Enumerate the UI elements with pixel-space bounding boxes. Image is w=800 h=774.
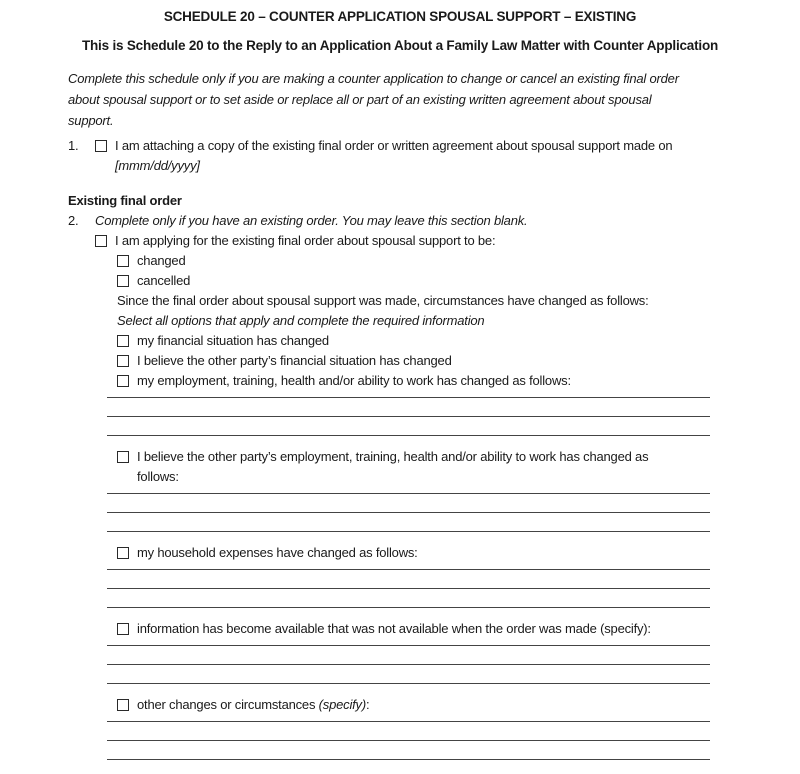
financial-situation-row [117, 331, 800, 351]
financial-situation-label: my financial situation has changed [137, 333, 329, 348]
other-changes-label [137, 695, 369, 715]
write-in-line[interactable] [107, 741, 710, 760]
household-expenses-checkbox[interactable] [117, 547, 129, 559]
select-all-instruction: Select all options that apply and complete the required information [117, 313, 485, 328]
new-information-label: information has become available that was not available when the order was made (specify): [137, 621, 651, 636]
existing-final-order-heading: Existing final order [68, 193, 182, 208]
other-changes-specify: (specify) [318, 697, 366, 712]
item-2 [68, 211, 800, 231]
other-party-employment-line-2: follows: [137, 469, 179, 484]
intro-line-2: about spousal support or to set aside or replace all or part of an existing written agreement about spousal [68, 92, 652, 107]
date-placeholder: [mmm/dd/yyyy] [115, 158, 200, 173]
other-party-financial-checkbox[interactable] [117, 355, 129, 367]
other-party-financial-row [117, 351, 800, 371]
other-party-employment-row [117, 447, 800, 487]
applying-label: I am applying for the existing final order about spousal support to be: [115, 233, 496, 248]
write-in-line[interactable] [107, 563, 710, 570]
write-in-line[interactable] [107, 715, 710, 722]
attaching-copy-label: I am attaching a copy of the existing final order or written agreement about spousal support made on [115, 138, 673, 153]
other-changes-text: other changes or circumstances [137, 697, 319, 712]
write-in-line[interactable] [107, 646, 710, 665]
cancelled-checkbox[interactable] [117, 275, 129, 287]
employment-changed-checkbox[interactable] [117, 375, 129, 387]
employment-changed-row [117, 371, 800, 391]
employment-write-in-lines [107, 391, 710, 436]
write-in-line[interactable] [107, 398, 710, 417]
item-2-number: 2. [68, 213, 79, 228]
write-in-line[interactable] [107, 391, 710, 398]
other-party-financial-label: I believe the other party’s financial situation has changed [137, 353, 452, 368]
financial-situation-checkbox[interactable] [117, 335, 129, 347]
household-expenses-write-in-lines [107, 563, 710, 608]
option-changed-row [117, 251, 800, 271]
intro-line-3: support. [68, 113, 114, 128]
intro-line-1: Complete this schedule only if you are making a counter application to change or cancel an existing final order [68, 71, 679, 86]
other-changes-colon: : [366, 697, 370, 712]
item-2-note: Complete only if you have an existing order. You may leave this section blank. [95, 213, 528, 228]
cancelled-label: cancelled [137, 273, 191, 288]
attaching-copy-checkbox[interactable] [95, 140, 107, 152]
other-party-employment-checkbox[interactable] [117, 451, 129, 463]
item-1 [68, 136, 800, 176]
changed-label: changed [137, 253, 186, 268]
write-in-line[interactable] [107, 513, 710, 532]
write-in-line[interactable] [107, 665, 710, 684]
new-information-row [117, 619, 800, 639]
form-subtitle: This is Schedule 20 to the Reply to an Application About a Family Law Matter with Counter Application [81, 38, 719, 53]
write-in-line[interactable] [107, 417, 710, 436]
form-title: SCHEDULE 20 – COUNTER APPLICATION SPOUSAL SUPPORT – EXISTING [163, 9, 637, 24]
circumstances-intro: Since the final order about spousal support was made, circumstances have changed as follows: [117, 293, 649, 308]
intro-instructions [68, 68, 800, 131]
write-in-line[interactable] [107, 570, 710, 589]
other-party-employment-line-1: I believe the other party’s employment, training, health and/or ability to work has changed as [137, 449, 649, 464]
item-1-text [115, 136, 672, 176]
applying-checkbox[interactable] [95, 235, 107, 247]
changed-checkbox[interactable] [117, 255, 129, 267]
new-information-write-in-lines [107, 639, 710, 684]
other-changes-write-in-lines [107, 715, 710, 760]
write-in-line[interactable] [107, 487, 710, 494]
other-party-employment-write-in-lines [107, 487, 710, 532]
write-in-line[interactable] [107, 494, 710, 513]
write-in-line[interactable] [107, 589, 710, 608]
employment-changed-label: my employment, training, health and/or ability to work has changed as follows: [137, 373, 571, 388]
applying-row [95, 231, 800, 251]
other-changes-row [117, 695, 800, 715]
other-party-employment-label [137, 447, 648, 487]
new-information-checkbox[interactable] [117, 623, 129, 635]
other-changes-checkbox[interactable] [117, 699, 129, 711]
write-in-line[interactable] [107, 722, 710, 741]
item-1-number: 1. [68, 138, 79, 153]
household-expenses-row [117, 543, 800, 563]
household-expenses-label: my household expenses have changed as follows: [137, 545, 418, 560]
write-in-line[interactable] [107, 639, 710, 646]
option-cancelled-row [117, 271, 800, 291]
